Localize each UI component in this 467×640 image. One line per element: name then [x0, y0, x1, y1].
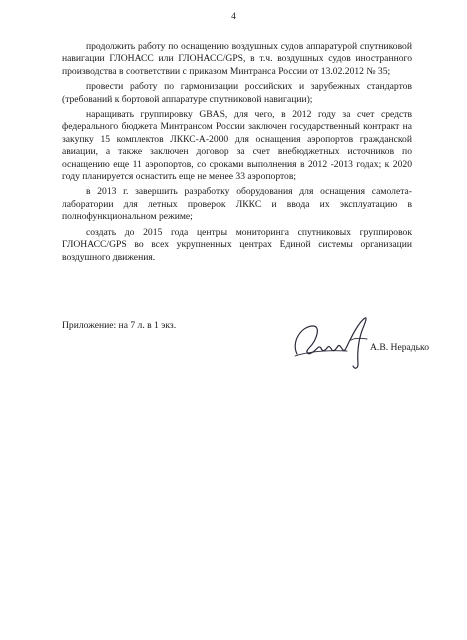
handwritten-signature-icon	[287, 312, 377, 374]
paragraph-glonass-equipment: продолжить работу по оснащению воздушных судов аппаратурой спутниковой навигации ГЛОНАСС или ГЛОНАСС/GPS, в т.ч. воздушных судов иностранного производства в соответствии с приказом Минтранса России от 13.02.2012 № 35;	[62, 41, 412, 77]
paragraph-monitoring-centers: создать до 2015 года центры мониторинга спутниковых группировок ГЛОНАСС/GPS во всех укрупненных центрах Единой системы организации воздушного движения.	[62, 226, 412, 263]
signatory-name: А.В. Нерадько	[370, 342, 429, 353]
attachment-note: Приложение: на 7 л. в 1 экз.	[62, 320, 177, 331]
paragraph-flight-lab: в 2013 г. завершить разработку оборудования для оснащения самолета-лаборатории для летных проверок ЛККС и ввода их эксплуатацию в полнофункциональном режиме;	[62, 186, 412, 223]
document-body	[62, 41, 412, 267]
paragraph-gbas-expansion: наращивать группировку GBAS, для чего, в 2012 году за счет средств федерального бюджета Минтрансом России заключен государственный контракт на закупку 15 комплектов ЛККС-А-2000 для оснащения аэропортов гражданской авиации, а также заключен договор за счет внебюджетных источников по оснащению еще 11 аэропортов, со сроками выполнения в 2012 -2013 годах; к 2020 году планируется оснастить еще не менее 33 аэропортов;	[62, 109, 412, 183]
page-number: 4	[231, 12, 236, 22]
paragraph-standards-harmonization: провести работу по гармонизации российских и зарубежных стандартов (требований к бортовой аппаратуре спутниковой навигации);	[62, 81, 412, 105]
